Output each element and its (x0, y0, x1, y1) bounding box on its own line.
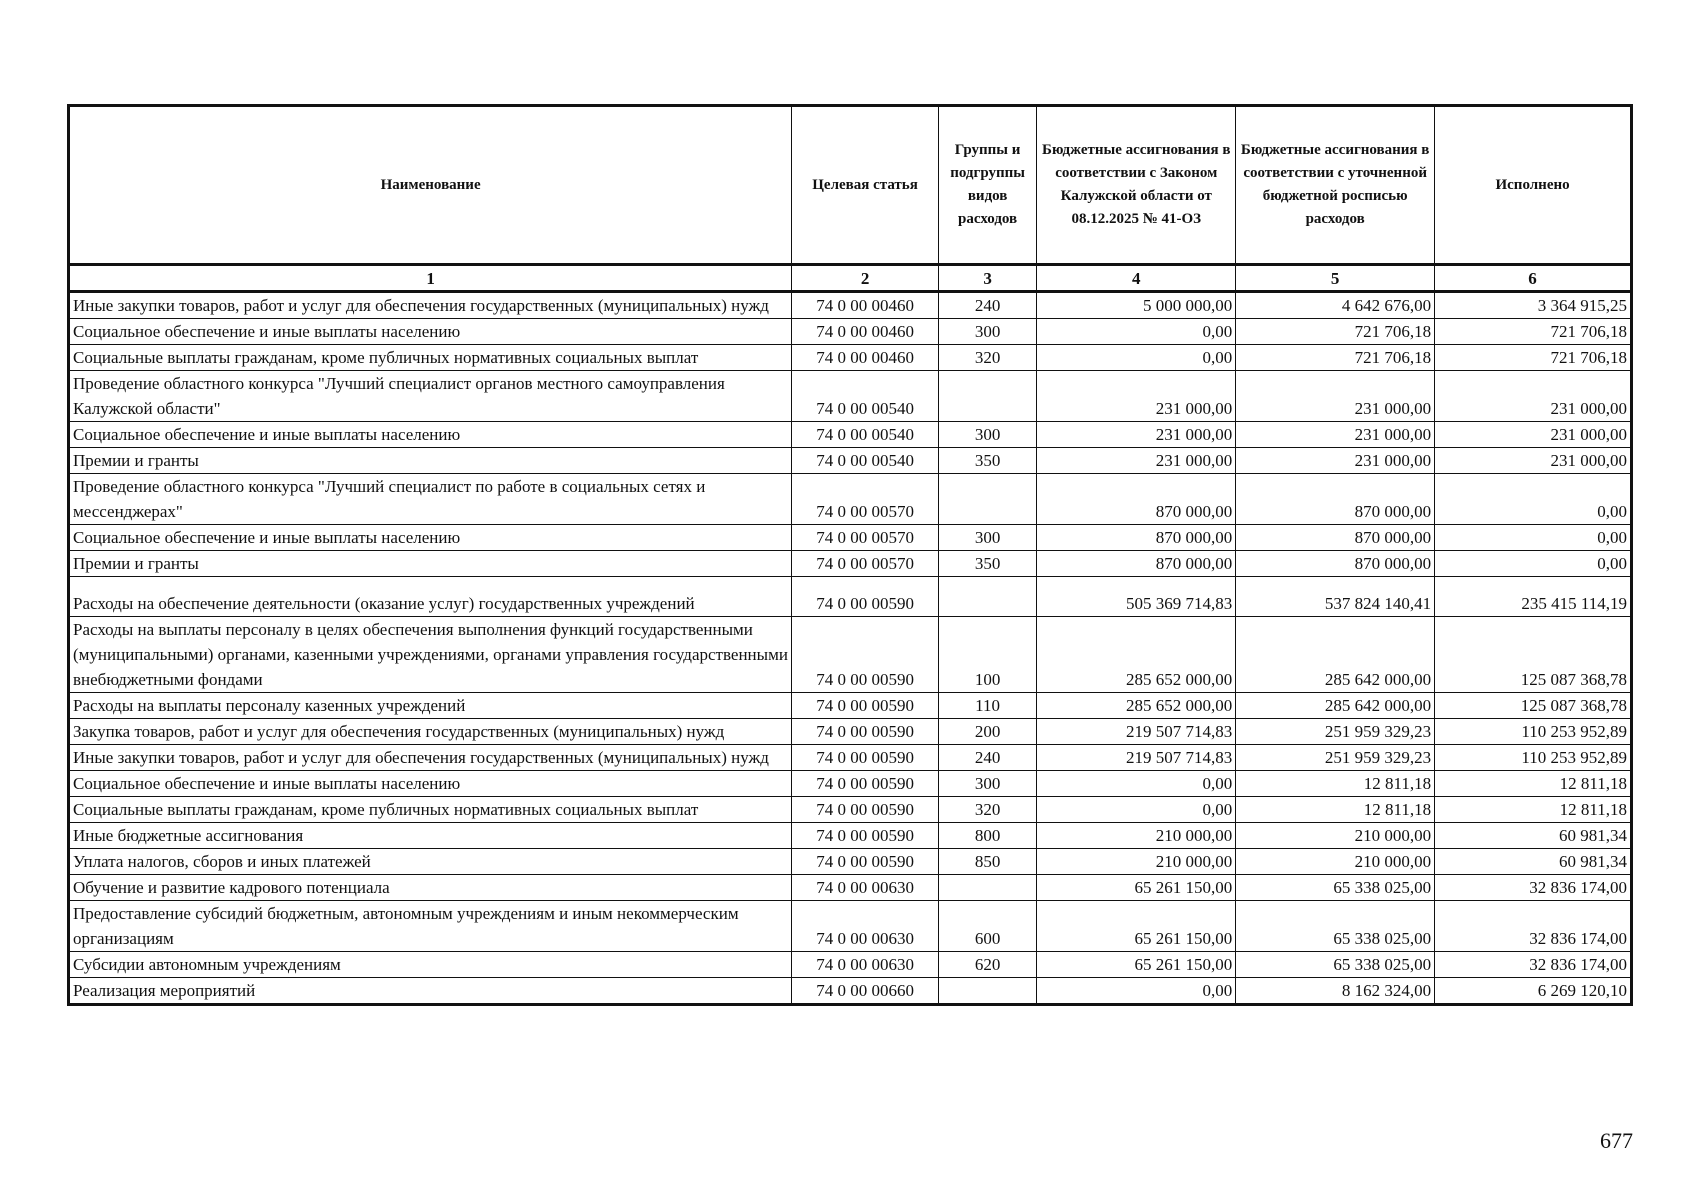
header-target-article: Целевая статья (792, 106, 939, 265)
header-row (69, 106, 1632, 265)
cell-name: Иные закупки товаров, работ и услуг для обеспечения государственных (муниципальных) нужд (69, 292, 792, 319)
cell-name: Социальные выплаты гражданам, кроме публичных нормативных социальных выплат (69, 345, 792, 371)
cell-law-amount: 870 000,00 (1037, 525, 1236, 551)
cell-target-article: 74 0 00 00590 (792, 617, 939, 693)
cell-name: Социальное обеспечение и иные выплаты населению (69, 422, 792, 448)
cell-law-amount: 219 507 714,83 (1037, 719, 1236, 745)
cell-name: Премии и гранты (69, 448, 792, 474)
table-row (69, 292, 1632, 319)
cell-expense-group: 300 (938, 319, 1036, 345)
header-law-allocations: Бюджетные ассигнования в соответствии с Законом Калужской области от 08.12.2025 № 41-ОЗ (1037, 106, 1236, 265)
cell-refined-amount: 65 338 025,00 (1236, 901, 1435, 952)
cell-refined-amount: 721 706,18 (1236, 319, 1435, 345)
cell-target-article: 74 0 00 00590 (792, 771, 939, 797)
cell-law-amount: 870 000,00 (1037, 474, 1236, 525)
table-row (69, 319, 1632, 345)
cell-name: Иные бюджетные ассигнования (69, 823, 792, 849)
cell-law-amount: 219 507 714,83 (1037, 745, 1236, 771)
cell-target-article: 74 0 00 00660 (792, 978, 939, 1005)
cell-expense-group (938, 371, 1036, 422)
cell-refined-amount: 285 642 000,00 (1236, 617, 1435, 693)
cell-name: Расходы на выплаты персоналу казенных учреждений (69, 693, 792, 719)
cell-executed-amount: 6 269 120,10 (1435, 978, 1632, 1005)
cell-executed-amount: 110 253 952,89 (1435, 745, 1632, 771)
cell-executed-amount: 12 811,18 (1435, 797, 1632, 823)
cell-refined-amount: 231 000,00 (1236, 422, 1435, 448)
cell-expense-group: 800 (938, 823, 1036, 849)
cell-expense-group (938, 875, 1036, 901)
cell-expense-group: 100 (938, 617, 1036, 693)
cell-target-article: 74 0 00 00590 (792, 745, 939, 771)
cell-name: Реализация мероприятий (69, 978, 792, 1005)
cell-expense-group: 300 (938, 422, 1036, 448)
cell-executed-amount: 125 087 368,78 (1435, 693, 1632, 719)
cell-name: Проведение областного конкурса "Лучший специалист органов местного самоуправления Калужской области" (69, 371, 792, 422)
cell-expense-group: 320 (938, 345, 1036, 371)
cell-executed-amount: 235 415 114,19 (1435, 577, 1632, 617)
cell-expense-group: 200 (938, 719, 1036, 745)
cell-name: Закупка товаров, работ и услуг для обеспечения государственных (муниципальных) нужд (69, 719, 792, 745)
cell-target-article: 74 0 00 00460 (792, 345, 939, 371)
cell-refined-amount: 12 811,18 (1236, 771, 1435, 797)
cell-name: Социальные выплаты гражданам, кроме публичных нормативных социальных выплат (69, 797, 792, 823)
table-row (69, 617, 1632, 693)
cell-name: Социальное обеспечение и иные выплаты населению (69, 525, 792, 551)
cell-refined-amount: 231 000,00 (1236, 448, 1435, 474)
cell-executed-amount: 110 253 952,89 (1435, 719, 1632, 745)
cell-executed-amount: 3 364 915,25 (1435, 292, 1632, 319)
cell-name: Социальное обеспечение и иные выплаты населению (69, 771, 792, 797)
cell-executed-amount: 231 000,00 (1435, 422, 1632, 448)
cell-name: Уплата налогов, сборов и иных платежей (69, 849, 792, 875)
cell-target-article: 74 0 00 00590 (792, 719, 939, 745)
column-number: 2 (792, 265, 939, 292)
cell-executed-amount: 0,00 (1435, 551, 1632, 577)
cell-refined-amount: 537 824 140,41 (1236, 577, 1435, 617)
cell-refined-amount: 65 338 025,00 (1236, 952, 1435, 978)
table-row (69, 875, 1632, 901)
cell-name: Премии и гранты (69, 551, 792, 577)
table-row (69, 952, 1632, 978)
table-row (69, 901, 1632, 952)
table-row (69, 978, 1632, 1005)
cell-expense-group: 110 (938, 693, 1036, 719)
cell-name: Предоставление субсидий бюджетным, автономным учреждениям и иным некоммерческим организациям (69, 901, 792, 952)
cell-expense-group: 350 (938, 551, 1036, 577)
cell-expense-group: 320 (938, 797, 1036, 823)
table-row (69, 719, 1632, 745)
cell-target-article: 74 0 00 00540 (792, 422, 939, 448)
cell-law-amount: 65 261 150,00 (1037, 901, 1236, 952)
cell-law-amount: 65 261 150,00 (1037, 875, 1236, 901)
cell-target-article: 74 0 00 00630 (792, 952, 939, 978)
cell-expense-group: 240 (938, 292, 1036, 319)
cell-law-amount: 285 652 000,00 (1037, 693, 1236, 719)
cell-expense-group (938, 577, 1036, 617)
cell-expense-group: 850 (938, 849, 1036, 875)
cell-name: Расходы на выплаты персоналу в целях обеспечения выполнения функций государственными (муниципальными) органами, казенными учреждениями, органами управления государственными внебюджетными фондами (69, 617, 792, 693)
cell-target-article: 74 0 00 00570 (792, 525, 939, 551)
cell-refined-amount: 4 642 676,00 (1236, 292, 1435, 319)
cell-law-amount: 65 261 150,00 (1037, 952, 1236, 978)
header-expense-groups: Группы и подгруппы видов расходов (938, 106, 1036, 265)
cell-law-amount: 0,00 (1037, 978, 1236, 1005)
cell-target-article: 74 0 00 00590 (792, 693, 939, 719)
cell-refined-amount: 210 000,00 (1236, 823, 1435, 849)
budget-table (67, 104, 1633, 1006)
cell-law-amount: 505 369 714,83 (1037, 577, 1236, 617)
cell-executed-amount: 231 000,00 (1435, 371, 1632, 422)
table-row (69, 693, 1632, 719)
cell-expense-group: 620 (938, 952, 1036, 978)
cell-executed-amount: 32 836 174,00 (1435, 875, 1632, 901)
cell-expense-group: 300 (938, 771, 1036, 797)
cell-executed-amount: 721 706,18 (1435, 345, 1632, 371)
cell-executed-amount: 0,00 (1435, 525, 1632, 551)
column-number-row (69, 265, 1632, 292)
cell-target-article: 74 0 00 00460 (792, 292, 939, 319)
table-row (69, 797, 1632, 823)
table-row (69, 849, 1632, 875)
column-number: 3 (938, 265, 1036, 292)
cell-expense-group: 300 (938, 525, 1036, 551)
cell-executed-amount: 12 811,18 (1435, 771, 1632, 797)
cell-target-article: 74 0 00 00540 (792, 371, 939, 422)
cell-target-article: 74 0 00 00590 (792, 849, 939, 875)
cell-refined-amount: 65 338 025,00 (1236, 875, 1435, 901)
cell-refined-amount: 210 000,00 (1236, 849, 1435, 875)
cell-refined-amount: 285 642 000,00 (1236, 693, 1435, 719)
cell-name: Проведение областного конкурса "Лучший специалист по работе в социальных сетях и мессенджерах" (69, 474, 792, 525)
table-row (69, 474, 1632, 525)
cell-refined-amount: 721 706,18 (1236, 345, 1435, 371)
cell-refined-amount: 870 000,00 (1236, 525, 1435, 551)
column-number: 1 (69, 265, 792, 292)
table-row (69, 371, 1632, 422)
cell-refined-amount: 12 811,18 (1236, 797, 1435, 823)
cell-law-amount: 210 000,00 (1037, 823, 1236, 849)
cell-refined-amount: 8 162 324,00 (1236, 978, 1435, 1005)
table-row (69, 525, 1632, 551)
table-row (69, 345, 1632, 371)
cell-target-article: 74 0 00 00590 (792, 823, 939, 849)
header-executed: Исполнено (1435, 106, 1632, 265)
table-row (69, 823, 1632, 849)
cell-expense-group: 350 (938, 448, 1036, 474)
cell-target-article: 74 0 00 00540 (792, 448, 939, 474)
cell-name: Расходы на обеспечение деятельности (оказание услуг) государственных учреждений (69, 577, 792, 617)
cell-name: Социальное обеспечение и иные выплаты населению (69, 319, 792, 345)
cell-target-article: 74 0 00 00570 (792, 474, 939, 525)
cell-executed-amount: 60 981,34 (1435, 849, 1632, 875)
cell-law-amount: 231 000,00 (1037, 448, 1236, 474)
table-row (69, 422, 1632, 448)
cell-name: Обучение и развитие кадрового потенциала (69, 875, 792, 901)
cell-refined-amount: 231 000,00 (1236, 371, 1435, 422)
cell-executed-amount: 32 836 174,00 (1435, 952, 1632, 978)
cell-law-amount: 0,00 (1037, 319, 1236, 345)
cell-executed-amount: 60 981,34 (1435, 823, 1632, 849)
column-number: 4 (1037, 265, 1236, 292)
cell-expense-group: 600 (938, 901, 1036, 952)
cell-law-amount: 231 000,00 (1037, 371, 1236, 422)
column-number: 5 (1236, 265, 1435, 292)
cell-refined-amount: 251 959 329,23 (1236, 719, 1435, 745)
table-row (69, 577, 1632, 617)
table-row (69, 448, 1632, 474)
page-number: 677 (1600, 1128, 1633, 1153)
cell-law-amount: 210 000,00 (1037, 849, 1236, 875)
header-refined-allocations: Бюджетные ассигнования в соответствии с уточненной бюджетной росписью расходов (1236, 106, 1435, 265)
cell-executed-amount: 721 706,18 (1435, 319, 1632, 345)
cell-law-amount: 285 652 000,00 (1037, 617, 1236, 693)
cell-refined-amount: 870 000,00 (1236, 474, 1435, 525)
cell-target-article: 74 0 00 00630 (792, 875, 939, 901)
cell-executed-amount: 32 836 174,00 (1435, 901, 1632, 952)
cell-expense-group: 240 (938, 745, 1036, 771)
cell-law-amount: 0,00 (1037, 345, 1236, 371)
cell-name: Иные закупки товаров, работ и услуг для обеспечения государственных (муниципальных) нужд (69, 745, 792, 771)
cell-law-amount: 231 000,00 (1037, 422, 1236, 448)
cell-law-amount: 0,00 (1037, 797, 1236, 823)
column-number: 6 (1435, 265, 1632, 292)
cell-target-article: 74 0 00 00590 (792, 797, 939, 823)
cell-target-article: 74 0 00 00590 (792, 577, 939, 617)
table-body (69, 292, 1632, 1005)
cell-refined-amount: 251 959 329,23 (1236, 745, 1435, 771)
cell-executed-amount: 125 087 368,78 (1435, 617, 1632, 693)
cell-expense-group (938, 474, 1036, 525)
cell-executed-amount: 0,00 (1435, 474, 1632, 525)
cell-target-article: 74 0 00 00460 (792, 319, 939, 345)
cell-target-article: 74 0 00 00570 (792, 551, 939, 577)
table-row (69, 771, 1632, 797)
cell-law-amount: 5 000 000,00 (1037, 292, 1236, 319)
cell-target-article: 74 0 00 00630 (792, 901, 939, 952)
cell-refined-amount: 870 000,00 (1236, 551, 1435, 577)
cell-name: Субсидии автономным учреждениям (69, 952, 792, 978)
cell-executed-amount: 231 000,00 (1435, 448, 1632, 474)
table-row (69, 745, 1632, 771)
cell-law-amount: 0,00 (1037, 771, 1236, 797)
header-name: Наименование (69, 106, 792, 265)
cell-expense-group (938, 978, 1036, 1005)
table-row (69, 551, 1632, 577)
cell-law-amount: 870 000,00 (1037, 551, 1236, 577)
